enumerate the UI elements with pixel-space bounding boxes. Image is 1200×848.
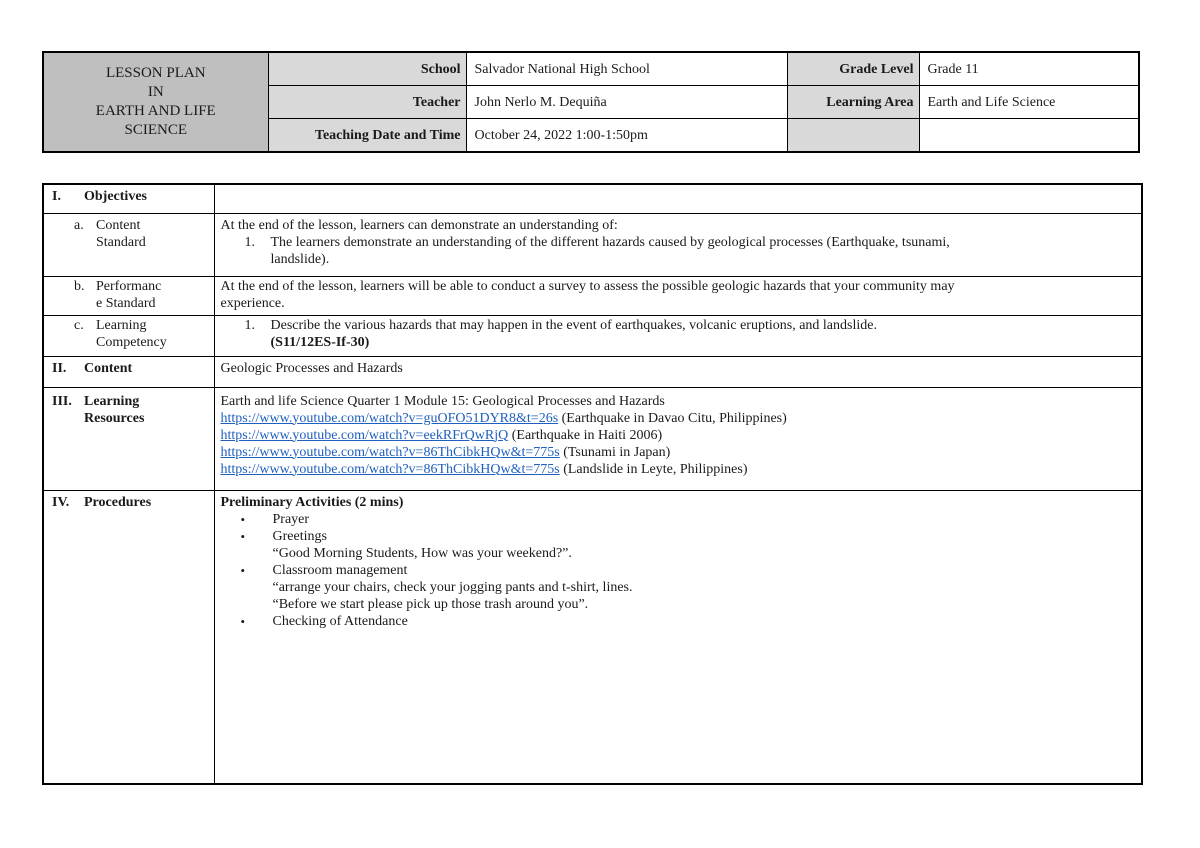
list-item	[221, 613, 1136, 630]
resource-link-row	[221, 461, 1136, 478]
content-standard-item-2: landslide).	[270, 251, 330, 267]
youtube-link[interactable]: https://www.youtube.com/watch?v=eekRFrQwRjQ	[220, 427, 509, 443]
list-item	[221, 511, 1136, 528]
learning-competency-row	[43, 315, 1142, 356]
title-line-4: SCIENCE	[124, 122, 187, 138]
teacher-label: Teacher	[268, 86, 466, 119]
competency-code: (S11/12ES-If-30)	[270, 334, 370, 350]
resource-link-row	[221, 444, 1136, 461]
lesson-plan-title	[43, 52, 268, 152]
content-row	[43, 356, 1142, 387]
youtube-link[interactable]: https://www.youtube.com/watch?v=86ThCibkHQw&t=775s	[220, 461, 560, 477]
module-reference: Earth and life Science Quarter 1 Module 15: Geological Processes and Hazards	[220, 393, 665, 409]
bullet-icon: •	[240, 528, 246, 544]
item-letter: b.	[74, 278, 85, 294]
resources-label: Learning	[84, 393, 140, 409]
performance-standard-label-2: e Standard	[96, 295, 156, 311]
attendance-item: Checking of Attendance	[272, 613, 408, 629]
school-label: School	[268, 52, 466, 86]
youtube-link[interactable]: https://www.youtube.com/watch?v=86ThCibkHQw&t=775s	[220, 444, 560, 460]
performance-standard-label: Performanc	[96, 278, 162, 294]
section-number: IV.	[52, 494, 70, 510]
list-number: 1.	[244, 234, 255, 250]
learning-competency-label-2: Competency	[96, 334, 167, 350]
management-item: Classroom management	[272, 562, 408, 578]
empty-label-cell	[787, 119, 919, 153]
lesson-plan-table	[42, 183, 1143, 785]
greetings-item: Greetings	[272, 528, 327, 544]
list-item	[221, 562, 1136, 579]
content-standard-intro: At the end of the lesson, learners can demonstrate an understanding of:	[220, 217, 618, 233]
content-standard-row	[43, 213, 1142, 276]
content-label: Content	[84, 360, 133, 376]
item-letter: a.	[74, 217, 84, 233]
section-number: II.	[52, 360, 67, 376]
teaching-date-label: Teaching Date and Time	[268, 119, 466, 153]
performance-standard-text-2: experience.	[220, 295, 285, 311]
item-letter: c.	[74, 317, 84, 333]
bullet-icon: •	[240, 562, 246, 578]
objectives-row	[43, 184, 1142, 213]
grade-level-label: Grade Level	[787, 52, 919, 86]
youtube-link[interactable]: https://www.youtube.com/watch?v=guOFO51DYR8&t=26s	[220, 410, 559, 426]
list-number: 1.	[244, 317, 255, 333]
resources-label-2: Resources	[84, 410, 145, 426]
management-quote: “arrange your chairs, check your jogging pants and t-shirt, lines.	[272, 579, 633, 595]
link-description: (Landslide in Leyte, Philippines)	[559, 461, 748, 477]
school-value: Salvador National High School	[466, 52, 787, 86]
header-table	[42, 51, 1140, 153]
resource-link-row	[221, 410, 1136, 427]
objectives-label-cell	[43, 184, 214, 213]
grade-level-value: Grade 11	[919, 52, 1139, 86]
empty-value-cell	[919, 119, 1139, 153]
bullet-icon: •	[240, 613, 246, 629]
management-quote-2: “Before we start please pick up those trash around you”.	[272, 596, 589, 612]
performance-standard-text: At the end of the lesson, learners will be able to conduct a survey to assess the possible geologic hazards that your community may	[220, 278, 955, 294]
resources-row	[43, 387, 1142, 490]
learning-area-value: Earth and Life Science	[919, 86, 1139, 119]
greetings-quote: “Good Morning Students, How was your weekend?”.	[272, 545, 572, 561]
procedures-label: Procedures	[84, 494, 152, 510]
learning-area-label: Learning Area	[787, 86, 919, 119]
objectives-label: Objectives	[84, 189, 147, 204]
content-standard-label: Content	[96, 217, 141, 233]
link-description: (Earthquake in Davao Citu, Philippines)	[558, 410, 787, 426]
learning-competency-text: Describe the various hazards that may happen in the event of earthquakes, volcanic eruptions, and landslide.	[270, 317, 877, 333]
learning-competency-label: Learning	[96, 317, 147, 333]
title-line-1: LESSON PLAN	[105, 65, 206, 81]
teacher-value: John Nerlo M. Dequiña	[466, 86, 787, 119]
content-standard-label-2: Standard	[96, 234, 146, 250]
content-standard-item: The learners demonstrate an understanding of the different hazards caused by geological processes (Earthquake, tsunami,	[270, 234, 950, 250]
link-description: (Earthquake in Haiti 2006)	[508, 427, 663, 443]
content-text: Geologic Processes and Hazards	[214, 356, 1142, 387]
performance-standard-row	[43, 276, 1142, 315]
prayer-item: Prayer	[272, 511, 310, 527]
title-line-3: EARTH AND LIFE	[95, 103, 216, 119]
objectives-value-cell	[214, 184, 1142, 213]
resource-link-row	[221, 427, 1136, 444]
link-description: (Tsunami in Japan)	[559, 444, 671, 460]
teaching-date-value: October 24, 2022 1:00-1:50pm	[466, 119, 787, 153]
bullet-icon: •	[240, 511, 246, 527]
section-number: I.	[52, 189, 61, 204]
title-line-2: IN	[147, 84, 164, 100]
list-item	[221, 528, 1136, 545]
procedures-row	[43, 490, 1142, 784]
procedures-heading: Preliminary Activities (2 mins)	[220, 494, 404, 510]
section-number: III.	[52, 393, 72, 409]
